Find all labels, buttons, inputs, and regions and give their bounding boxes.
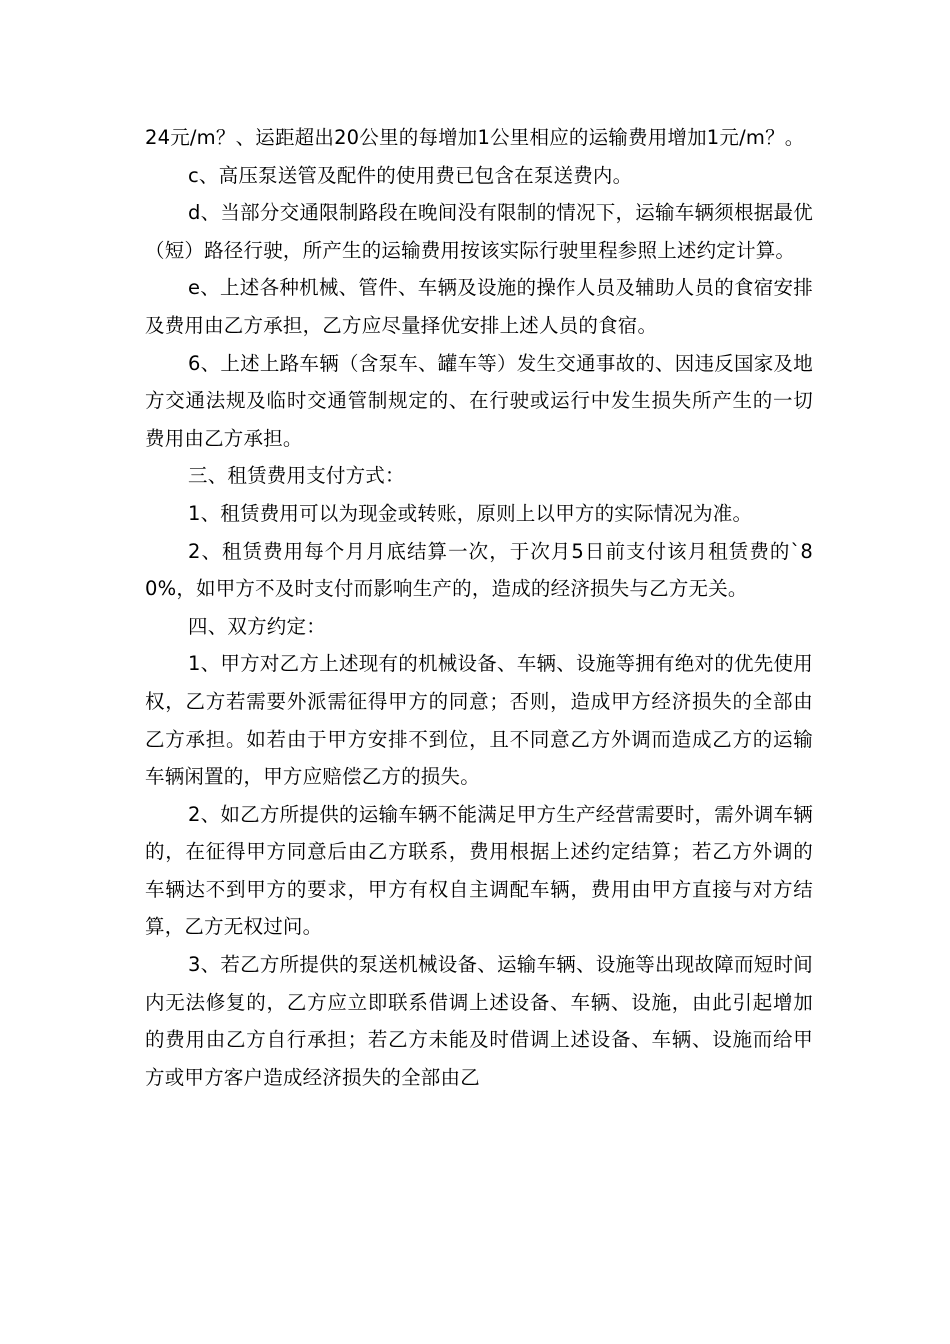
paragraph-item-e: e、上述各种机械、管件、车辆及设施的操作人员及辅助人员的食宿安排及费用由乙方承担，乙方应尽量择优安排上述人员的食宿。 (145, 276, 813, 337)
paragraph-payment-1: 1、租赁费用可以为现金或转账，原则上以甲方的实际情况为准。 (188, 501, 753, 525)
paragraph-agreement-2: 2、如乙方所提供的运输车辆不能满足甲方生产经营需要时，需外调车辆的，在征得甲方同意后由乙方联系，费用根据上述约定结算；若乙方外调的车辆达不到甲方的要求，甲方有权自主调配车辆，费用由甲方直接与对方结算，乙方无权过问。 (145, 802, 813, 939)
paragraph-agreement-1: 1、甲方对乙方上述现有的机械设备、车辆、设施等拥有绝对的优先使用权，乙方若需要外派需征得甲方的同意；否则，造成甲方经济损失的全部由乙方承担。如若由于甲方安排不到位，且不同意乙方外调而造成乙方的运输车辆闲置的，甲方应赔偿乙方的损失。 (145, 652, 813, 789)
paragraph-clause-6: 6、上述上路车辆（含泵车、罐车等）发生交通事故的、因违反国家及地方交通法规及临时交通管制规定的、在行驶或运行中发生损失所产生的一切费用由乙方承担。 (145, 351, 813, 450)
paragraph-item-d: d、当部分交通限制路段在晚间没有限制的情况下，运输车辆须根据最优（短）路径行驶，所产生的运输费用按该实际行驶里程参照上述约定计算。 (145, 201, 813, 262)
paragraph-item-c: c、高压泵送管及配件的使用费已包含在泵送费内。 (188, 163, 633, 187)
paragraph-payment-2: 2、租赁费用每个月月底结算一次，于次月5日前支付该月租赁费的`80%，如甲方不及时支付而影响生产的，造成的经济损失与乙方无关。 (145, 539, 813, 601)
paragraph-transport-fee-continued: 24元/m？、运距超出20公里的每增加1公里相应的运输费用增加1元/m？。 (145, 126, 805, 149)
section-heading-payment: 三、租赁费用支付方式： (188, 464, 405, 488)
document-body (145, 119, 813, 1096)
section-heading-agreement: 四、双方约定： (188, 614, 326, 638)
paragraph-agreement-3: 3、若乙方所提供的泵送机械设备、运输车辆、设施等出现故障而短时间内无法修复的，乙方应立即联系借调上述设备、车辆、设施，由此引起增加的费用由乙方自行承担；若乙方未能及时借调上述设备、车辆、设施而给甲方或甲方客户造成经济损失的全部由乙 (145, 953, 813, 1089)
